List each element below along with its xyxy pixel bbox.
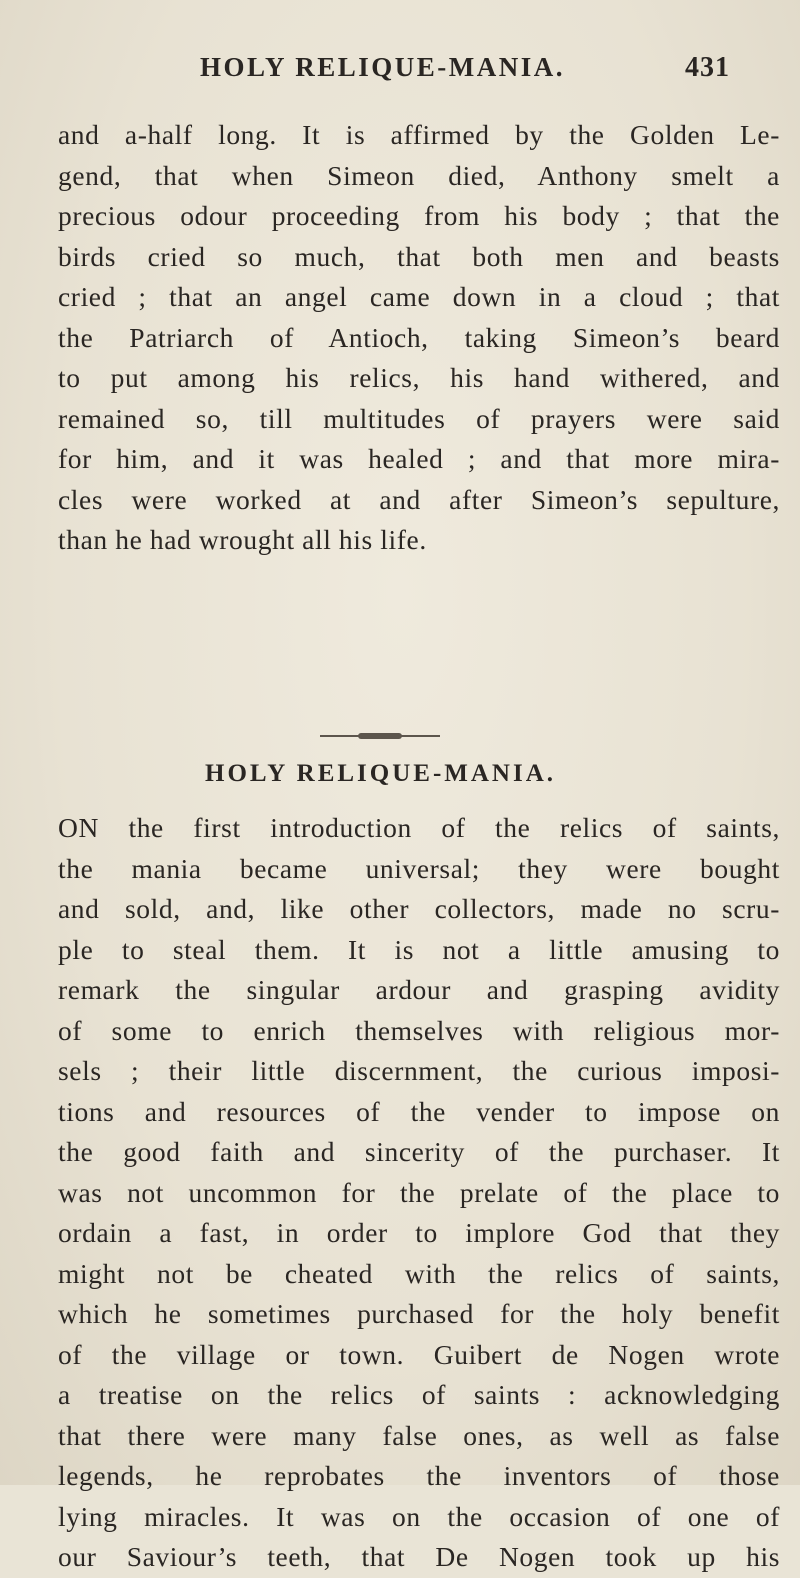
text-line: to put among his relics, his hand withered, and [58, 362, 780, 393]
running-title: HOLY RELIQUE-MANIA. [200, 52, 566, 82]
text-line: ple to steal them. It is not a little amusing to [58, 933, 780, 965]
text-line: the mania became universal; they were bought [58, 852, 780, 884]
text-line: that there were many false ones, as well as false [58, 1419, 780, 1451]
text-line: was not uncommon for the prelate of the place to [58, 1176, 780, 1208]
text-line: our Saviour’s teeth, that De Nogen took up his [58, 1541, 780, 1572]
text-line: remark the singular ardour and grasping avidity [58, 974, 780, 1005]
text-line: and a-half long. It is affirmed by the Golden Le- [58, 119, 780, 150]
text-line: might not be cheated with the relics of saints, [58, 1257, 780, 1289]
section-heading: HOLY RELIQUE-MANIA. [205, 760, 557, 787]
text-line: the Patriarch of Antioch, taking Simeon’s beard [58, 321, 780, 353]
text-line: and sold, and, like other collectors, made no scru- [58, 893, 780, 924]
text-line: sels ; their little discernment, the curious imposi- [58, 1055, 780, 1086]
text-line: of some to enrich themselves with religious mor- [58, 1014, 780, 1046]
continued-paragraph [58, 115, 780, 561]
text-line: cles were worked at and after Simeon’s sepulture, [58, 483, 780, 515]
text-line: birds cried so much, that both men and beasts [58, 240, 780, 272]
text-line: remained so, till multitudes of prayers were said [58, 402, 780, 434]
text-line: ON the first introduction of the relics of saints, [58, 812, 780, 843]
text-line: tions and resources of the vender to impose on [58, 1095, 780, 1127]
text-line: of the village or town. Guibert de Nogen wrote [58, 1338, 780, 1370]
section-divider-rule [320, 735, 440, 737]
text-line: legends, he reprobates the inventors of those [58, 1460, 780, 1491]
text-line: for him, and it was healed ; and that more mira- [58, 443, 780, 474]
page-number: 431 [685, 52, 730, 83]
text-line: ordain a fast, in order to implore God that they [58, 1217, 780, 1248]
section-body [58, 808, 780, 1578]
text-line: cried ; that an angel came down in a cloud ; that [58, 281, 780, 312]
text-line: lying miracles. It was on the occasion of one of [58, 1500, 780, 1532]
text-line: than he had wrought all his life. [58, 524, 427, 555]
text-line: which he sometimes purchased for the holy benefit [58, 1298, 780, 1329]
text-line: the good faith and sincerity of the purchaser. It [58, 1136, 780, 1167]
text-line: precious odour proceeding from his body ; that the [58, 200, 780, 231]
text-line: gend, that when Simeon died, Anthony smelt a [58, 159, 780, 191]
running-head [200, 52, 730, 92]
text-line: a treatise on the relics of saints : acknowledging [58, 1379, 780, 1410]
